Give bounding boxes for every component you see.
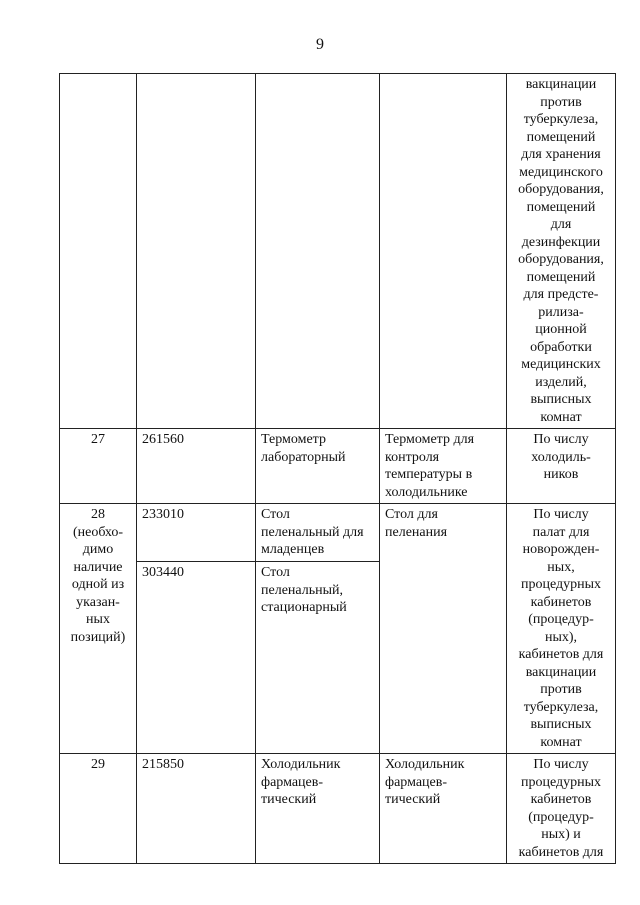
text-line: процедурных (520, 774, 602, 790)
text-line: Стол для (385, 507, 438, 522)
text-line: туберкулеза, (523, 112, 599, 127)
text-line: (необхо- (72, 524, 124, 540)
text-line: Стол (261, 565, 290, 581)
text-line: Холодильник (385, 757, 465, 772)
text-line: контроля (385, 449, 440, 465)
text-line: 29 (91, 757, 105, 772)
cell-code: 261560 (137, 429, 256, 504)
text-line: ных, (547, 559, 575, 575)
text-line: оборудования, (518, 182, 604, 197)
text-line: димо (82, 542, 114, 557)
cell-note (507, 74, 616, 429)
cell-code: 303440 (137, 562, 256, 754)
cell-requirement (380, 74, 507, 429)
text-line: По числу (533, 757, 589, 772)
text-line: тический (261, 792, 317, 807)
text-line: По числу (533, 507, 589, 522)
text-line: помещений (526, 129, 596, 145)
text-line: ных), (544, 629, 578, 645)
text-line: (процедур- (528, 809, 594, 825)
cell-code (137, 74, 256, 429)
text-line: кабинетов (530, 792, 592, 807)
cell-name (256, 754, 380, 864)
table-row-28a (60, 504, 616, 562)
text-line: ных (86, 612, 110, 627)
page-number: 9 (316, 36, 324, 53)
text-line: рилиза- (538, 304, 584, 320)
text-line: холодильнике (385, 484, 468, 500)
text-line: комнат (540, 409, 582, 425)
table-row-27 (60, 429, 616, 504)
text-line: младенцев (261, 542, 325, 557)
text-line: палат для (532, 524, 590, 540)
text-line: ционной (535, 322, 587, 337)
text-line: помещений (526, 269, 596, 285)
text-line: новорожден- (522, 542, 600, 557)
text-line: помещений (526, 199, 596, 215)
cell-number (60, 429, 137, 504)
text-line: ников (543, 467, 579, 482)
text-line: медицинского (519, 164, 603, 180)
cell-requirement (380, 754, 507, 864)
text-line: 28 (91, 507, 105, 522)
text-line: туберкулеза, (523, 699, 599, 715)
text-line: против (540, 682, 582, 697)
text-line: стационарный (261, 600, 347, 616)
text-line: оборудования, (518, 252, 604, 267)
cell-code: 233010 (137, 504, 256, 562)
text-line: выписных (530, 717, 592, 732)
text-line: указан- (76, 594, 120, 610)
text-line: кабинетов для (518, 647, 604, 662)
table-row-continuation (60, 74, 616, 429)
text-line: Стол (261, 507, 290, 522)
text-line: против (540, 94, 582, 110)
text-line: Термометр для (385, 432, 475, 447)
text-line: По числу (533, 432, 589, 447)
text-line: фармацев- (261, 774, 324, 790)
text-line: пеленальный, (261, 582, 343, 598)
text-line: фармацев- (385, 774, 448, 790)
text-line: процедурных (520, 577, 602, 592)
text-line: одной из (71, 577, 125, 592)
text-line: лабораторный (261, 449, 346, 465)
cell-name (256, 74, 380, 429)
text-line: вакцинации (525, 664, 597, 680)
text-line: медицинских (521, 357, 601, 372)
text-line: кабинетов для (518, 844, 604, 860)
cell-code: 215850 (137, 754, 256, 864)
table-row-29 (60, 754, 616, 864)
cell-note (507, 429, 616, 504)
text-line: холодиль- (531, 449, 591, 465)
text-line: (процедур- (528, 612, 594, 627)
text-line: изделий, (535, 374, 587, 390)
text-line: выписных (530, 392, 592, 407)
cell-requirement (380, 504, 507, 754)
text-line: пеленальный для (261, 524, 364, 540)
text-line: для хранения (521, 147, 601, 162)
cell-number (60, 504, 137, 754)
cell-note (507, 504, 616, 754)
text-line: температуры в (385, 467, 473, 482)
cell-requirement (380, 429, 507, 504)
equipment-table (59, 73, 616, 864)
cell-number (60, 754, 137, 864)
text-line: обработки (530, 339, 592, 355)
text-line: Термометр (261, 432, 326, 447)
text-line: дезинфекции (521, 234, 601, 250)
text-line: кабинетов (530, 594, 592, 610)
cell-name (256, 429, 380, 504)
text-line: Холодильник (261, 757, 341, 772)
text-line: комнат (540, 734, 582, 750)
text-line: для (550, 217, 572, 232)
cell-note (507, 754, 616, 864)
text-line: тический (385, 792, 441, 807)
cell-name (256, 504, 380, 562)
text-line: вакцинации (525, 77, 597, 92)
text-line: наличие (73, 559, 123, 575)
text-line: пеленания (385, 524, 448, 540)
cell-number (60, 74, 137, 429)
cell-name (256, 562, 380, 754)
text-line: 27 (91, 432, 105, 447)
text-line: ных) и (541, 827, 581, 842)
text-line: для предсте- (523, 287, 599, 302)
text-line: позиций) (70, 629, 126, 645)
